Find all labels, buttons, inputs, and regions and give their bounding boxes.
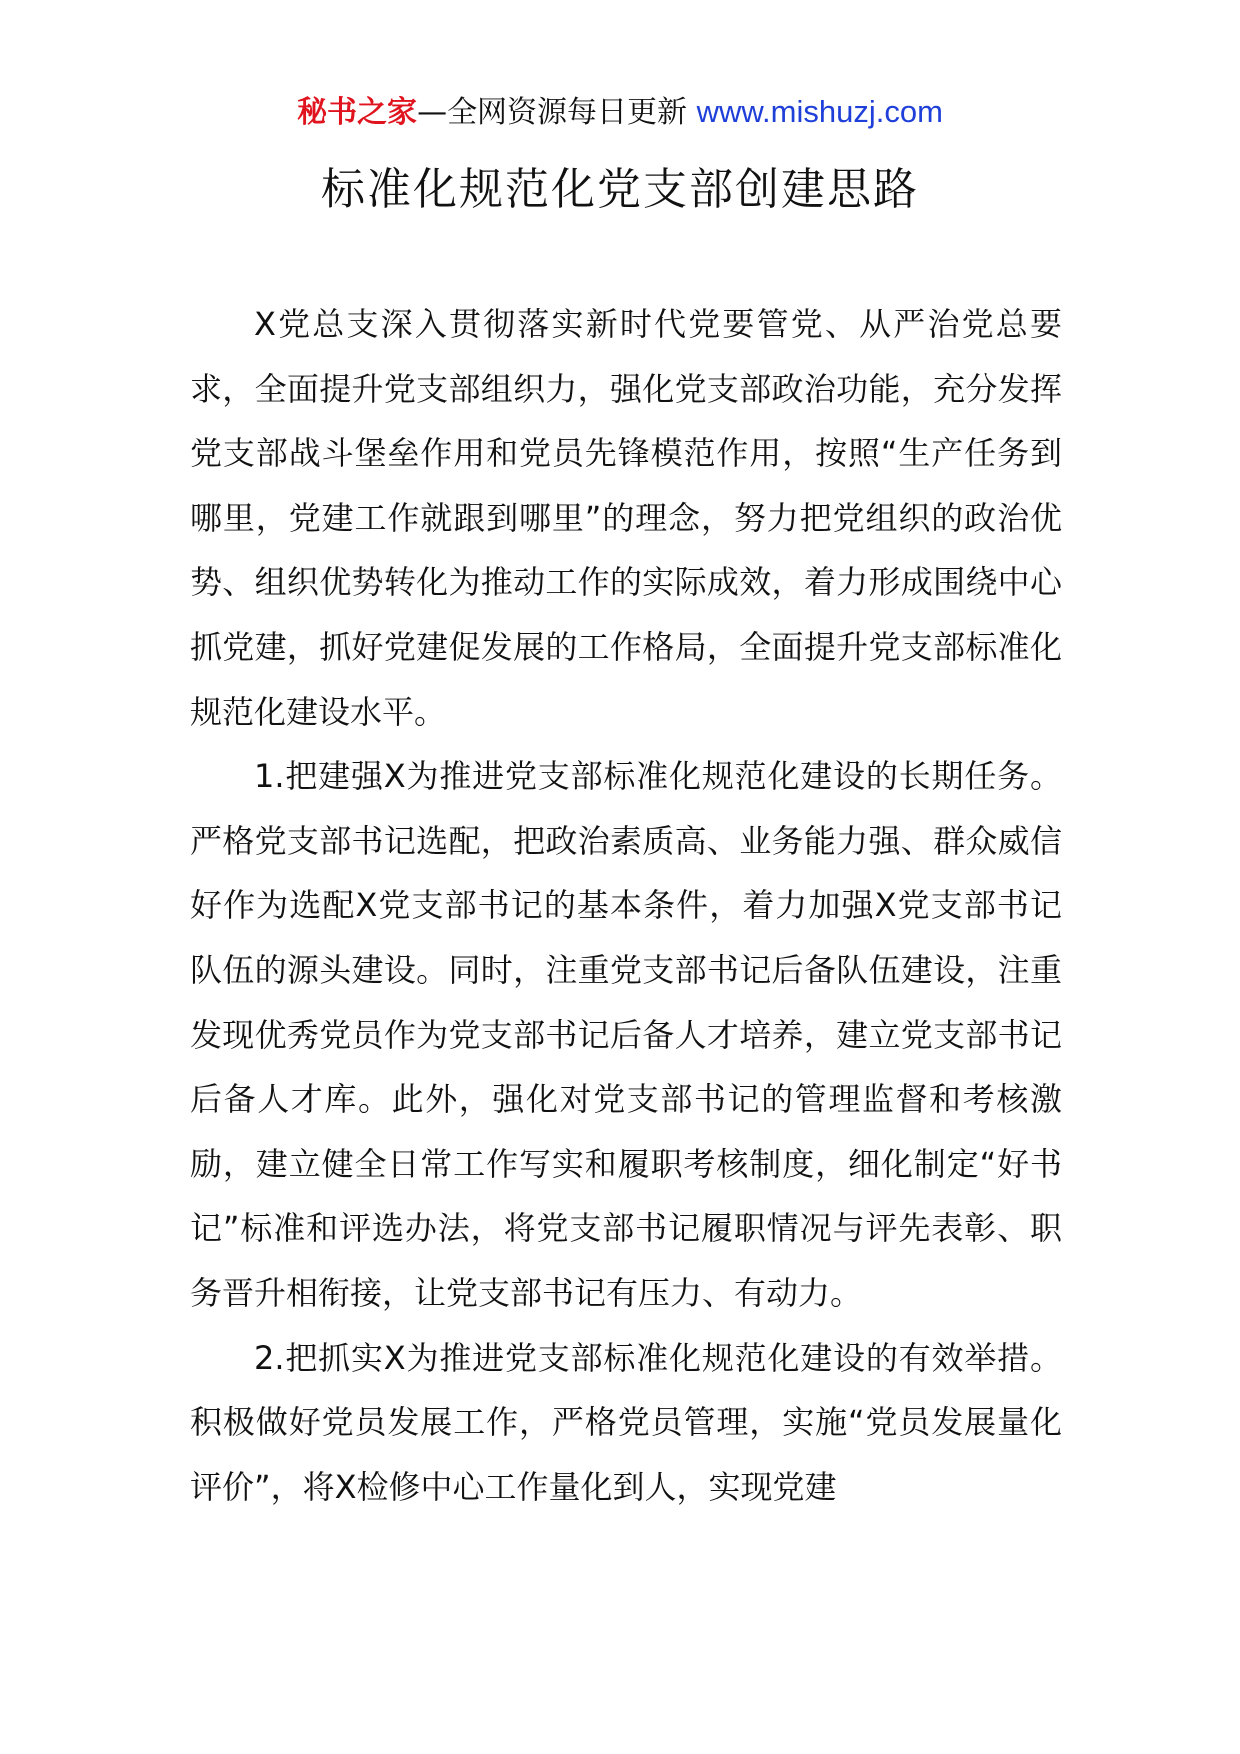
site-banner bbox=[0, 92, 1240, 133]
paragraph-intro: X党总支深入贯彻落实新时代党要管党、从严治党总要求，全面提升党支部组织力，强化党支部政治功能，充分发挥党支部战斗堡垒作用和党员先锋模范作用，按照“生产任务到哪里，党建工作就跟到哪里”的理念，努力把党组织的政治优势、组织优势转化为推动工作的实际成效，着力形成围绕中心抓党建，抓好党建促发展的工作格局，全面提升党支部标准化规范化建设水平。 bbox=[190, 305, 1062, 731]
paragraph-item-2: 2.把抓实X为推进党支部标准化规范化建设的有效举措。积极做好党员发展工作，严格党员管理，实施“党员发展量化评价”，将X检修中心工作量化到人，实现党建 bbox=[190, 1338, 1062, 1506]
document-body bbox=[190, 292, 1062, 1519]
paragraph-item-1: 1.把建强X为推进党支部标准化规范化建设的长期任务。严格党支部书记选配，把政治素质高、业务能力强、群众威信好作为选配X党支部书记的基本条件，着力加强X党支部书记队伍的源头建设。同时，注重党支部书记后备队伍建设，注重发现优秀党员作为党支部书记后备人才培养，建立党支部书记后备人才库。此外，强化对党支部书记的管理监督和考核激励，建立健全日常工作写实和履职考核制度，细化制定“好书记”标准和评选办法，将党支部书记履职情况与评先表彰、职务晋升相衔接，让党支部书记有压力、有动力。 bbox=[190, 757, 1062, 1312]
document-title: 标准化规范化党支部创建思路 bbox=[321, 164, 919, 215]
site-url-link[interactable]: www.mishuzj.com bbox=[696, 94, 943, 129]
site-slogan: —全网资源每日更新 bbox=[417, 95, 688, 130]
site-brand: 秘书之家 bbox=[297, 95, 418, 130]
